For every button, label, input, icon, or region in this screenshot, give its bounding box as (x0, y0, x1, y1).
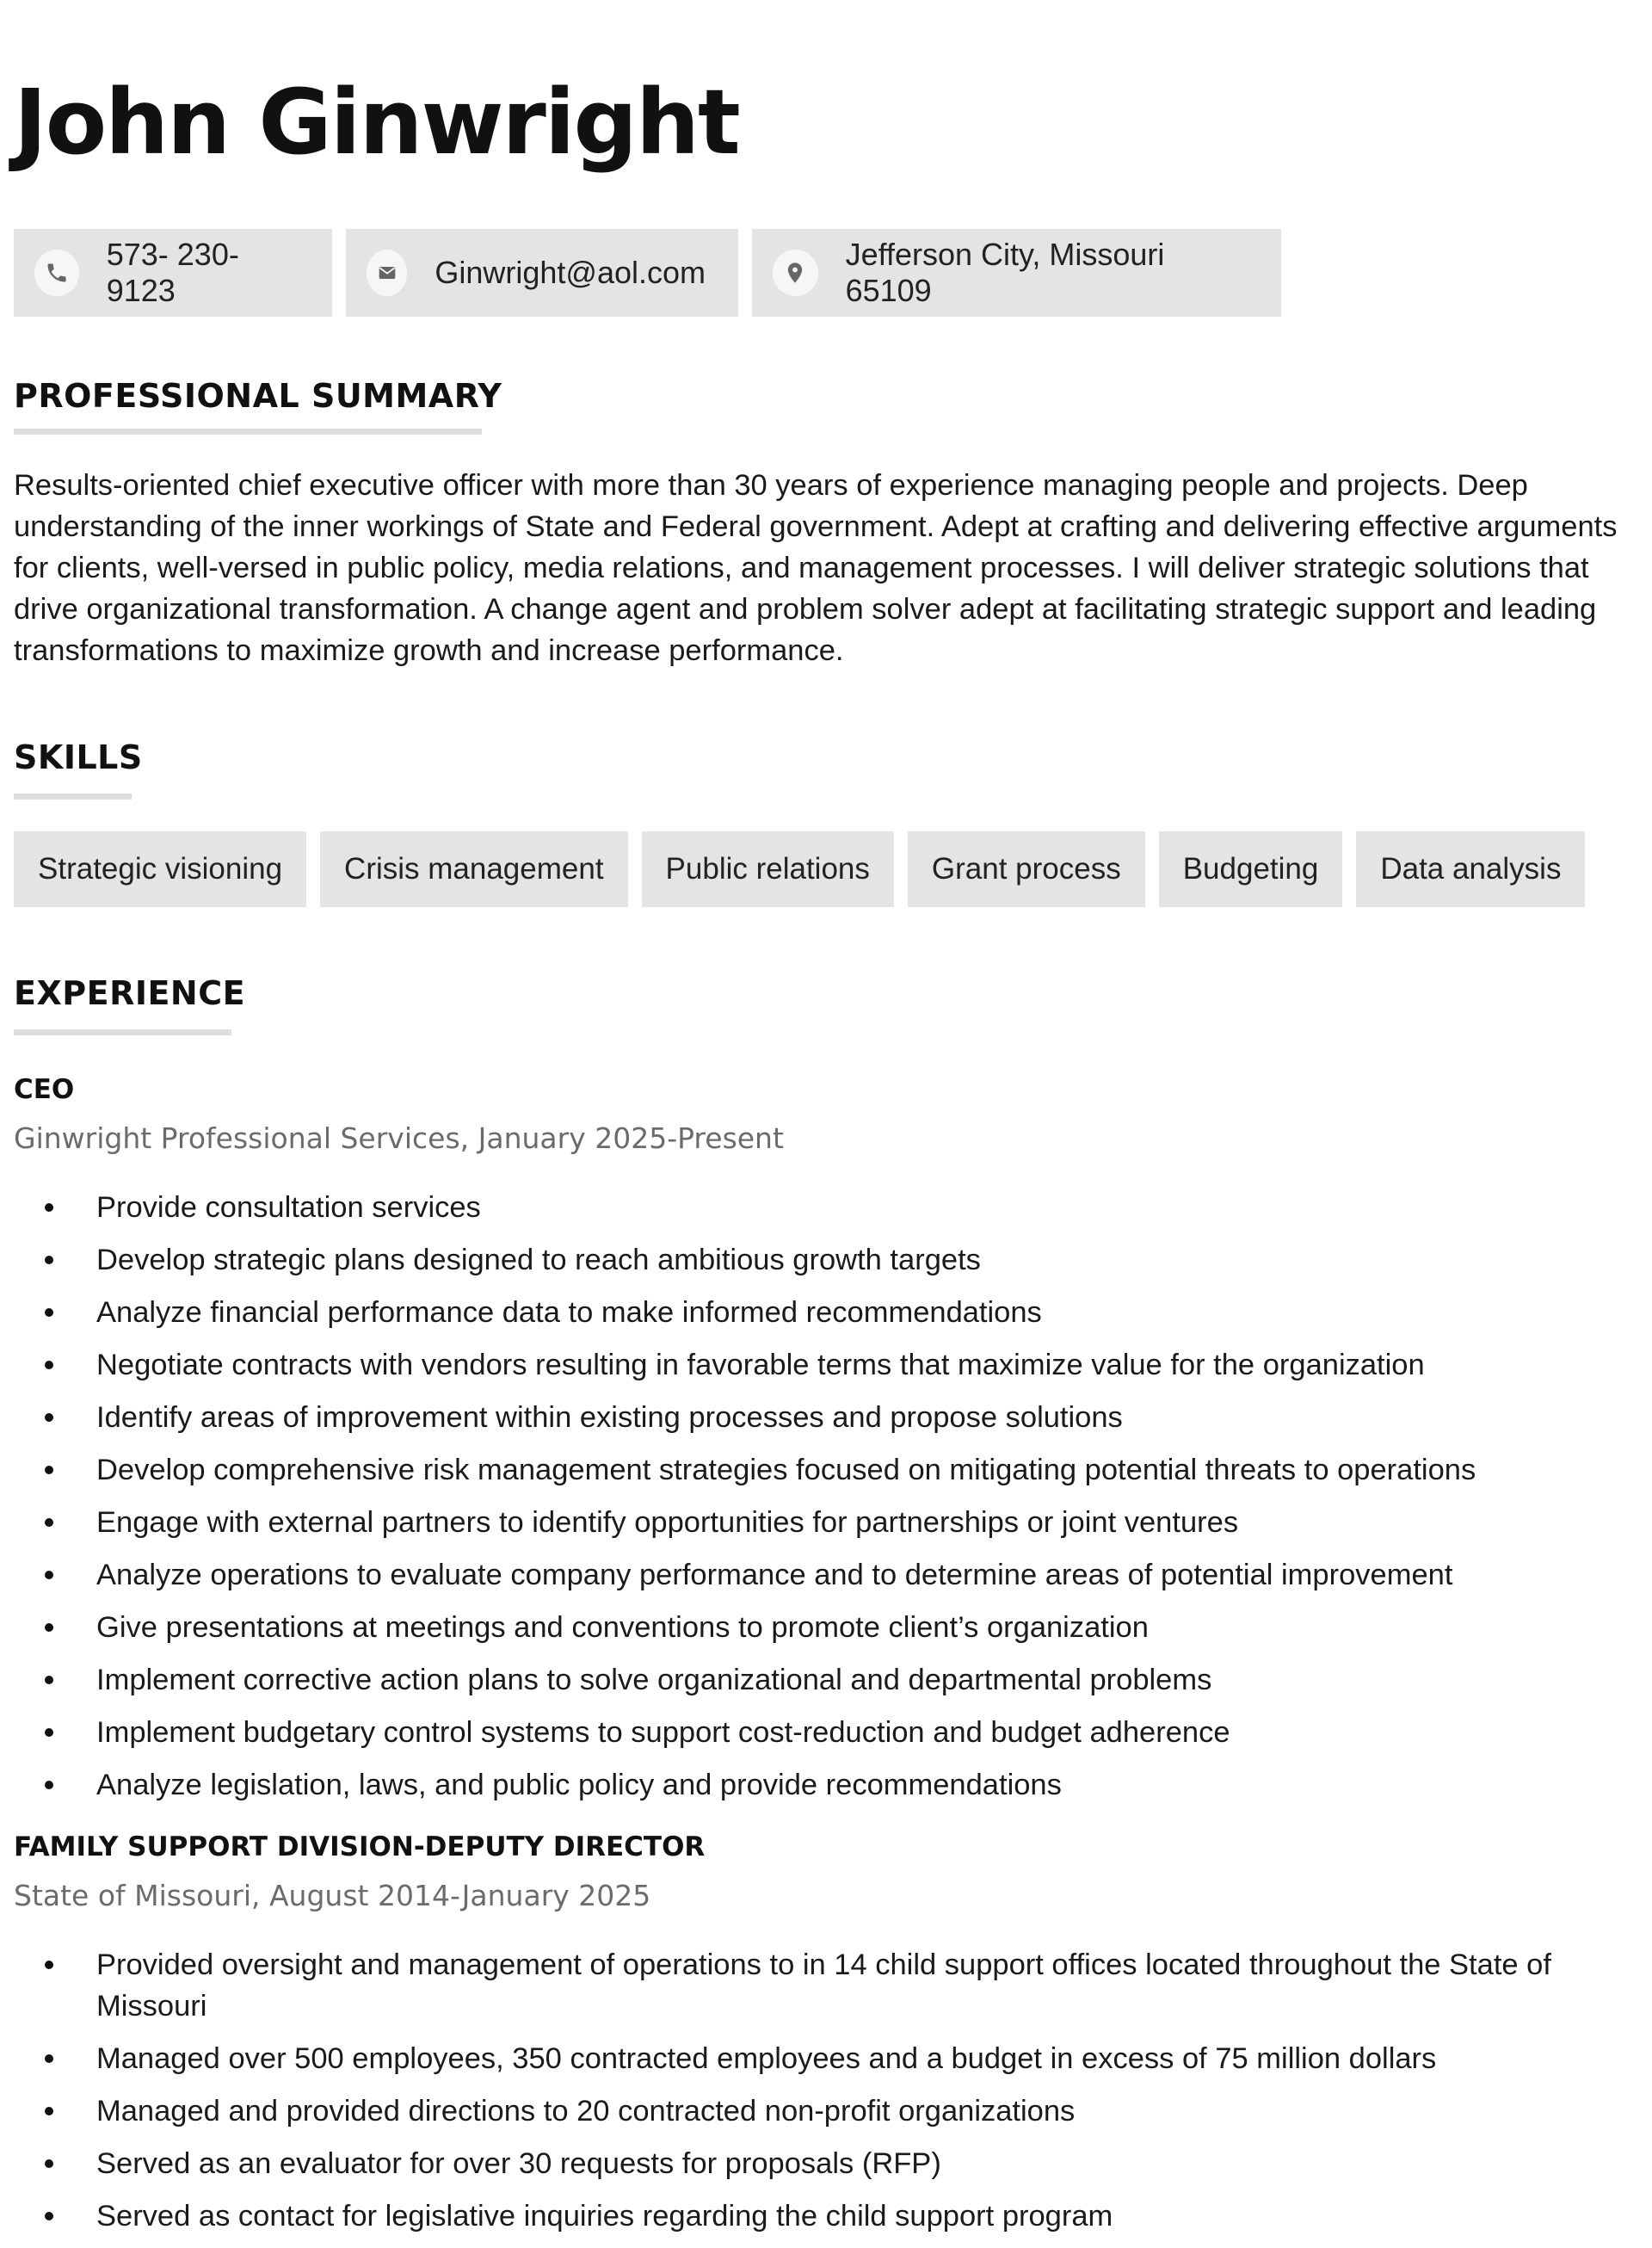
bullet-text: Give presentations at meetings and conventions to promote client’s organization (96, 1611, 1149, 1644)
contact-phone (14, 229, 332, 317)
skill-tag: Grant process (908, 831, 1145, 907)
bullet-text: Engage with external partners to identify opportunities for partnerships or joint ventures (96, 1506, 1239, 1539)
job-bullets (14, 1187, 1631, 1817)
experience-heading: EXPERIENCE (14, 974, 246, 1012)
summary-heading: PROFESSIONAL SUMMARY (14, 377, 502, 415)
bullet-dot (45, 1961, 53, 1969)
bullet-text: Served as an evaluator for over 30 requests for proposals (RFP) (96, 2147, 941, 2180)
skills-underline (14, 794, 132, 800)
list-item (14, 2196, 1631, 2237)
list-item (14, 1502, 1631, 1543)
experience-underline (14, 1029, 231, 1035)
bullet-text: Analyze financial performance data to make informed recommendations (96, 1296, 1042, 1329)
bullet-text: Negotiate contracts with vendors resulting in favorable terms that maximize value for the organization (96, 1349, 1425, 1381)
bullet-text: Implement corrective action plans to solve organizational and departmental problems (96, 1664, 1212, 1696)
bullet-dot (45, 1518, 53, 1527)
job-title: CEO (14, 1074, 75, 1105)
bullet-text: Develop comprehensive risk management strategies focused on mitigating potential threats to operations (96, 1454, 1476, 1486)
bullet-text: Implement budgetary control systems to support cost-reduction and budget adherence (96, 1716, 1230, 1749)
location: Jefferson City, Missouri 65109 (845, 237, 1165, 308)
bullet-text: Managed over 500 employees, 350 contracted employees and a budget in excess of 75 million dollars (96, 2042, 1437, 2075)
job-title: FAMILY SUPPORT DIVISION-DEPUTY DIRECTOR (14, 1831, 706, 1862)
contact-email (346, 229, 738, 317)
list-item (14, 1397, 1631, 1438)
bullet-dot (45, 1256, 53, 1264)
list-item (14, 2091, 1631, 2132)
bullet-text: Provide consultation services (96, 1191, 481, 1224)
list-item (14, 1659, 1631, 1701)
phone-number: 573- 230-9123 (106, 237, 239, 308)
bullet-dot (45, 2159, 53, 2168)
phone-icon (34, 250, 79, 296)
list-item (14, 2038, 1631, 2079)
email-address: Ginwright@aol.com (435, 255, 706, 290)
summary-text: Results-oriented chief executive officer with more than 30 years of experience managing people and projects. Deep understanding of the inner workings of State and Federal government. Adept at crafting and delivering effective arguments for clients, well-versed in public policy, media relations, and management processes. I will deliver strategic solutions that drive organizational transformation. A change agent and problem solver adept at facilitating strategic support and leading transformations to maximize growth and increase performance. (14, 469, 1618, 667)
bullet-dot (45, 1413, 53, 1422)
skills-heading: SKILLS (14, 738, 143, 776)
bullet-dot (45, 2212, 53, 2220)
list-item (14, 1239, 1631, 1281)
list-item (14, 1344, 1631, 1386)
list-item (14, 1764, 1631, 1806)
bullet-dot (45, 1361, 53, 1369)
summary-underline (14, 429, 482, 435)
bullet-dot (45, 1571, 53, 1579)
bullet-dot (45, 1728, 53, 1737)
bullet-dot (45, 1308, 53, 1317)
bullet-text: Managed and provided directions to 20 contracted non-profit organizations (96, 2095, 1076, 2128)
candidate-name: John Ginwright (14, 70, 739, 175)
list-item (14, 1944, 1631, 2027)
list-item (14, 1292, 1631, 1333)
bullet-text: Served as contact for legislative inquiries regarding the child support program (96, 2200, 1113, 2233)
bullet-text: Develop strategic plans designed to reach ambitious growth targets (96, 1244, 981, 1276)
job-bullets (14, 1944, 1631, 2248)
bullet-dot (45, 1781, 53, 1789)
list-item (14, 1449, 1631, 1491)
contact-location (752, 229, 1281, 317)
skill-tag: Public relations (642, 831, 894, 907)
bullet-text: Provided oversight and management of operations to in 14 child support offices located throughout the State of Missouri (96, 1948, 1551, 2023)
bullet-dot (45, 1623, 53, 1632)
mail-icon (367, 250, 407, 296)
bullet-dot (45, 1676, 53, 1684)
skill-tag: Data analysis (1356, 831, 1585, 907)
skill-tag: Budgeting (1159, 831, 1343, 907)
skill-tag: Crisis management (320, 831, 628, 907)
list-item (14, 1554, 1631, 1596)
bullet-dot (45, 2107, 53, 2115)
bullet-dot (45, 1466, 53, 1474)
bullet-dot (45, 1203, 53, 1212)
list-item (14, 1712, 1631, 1753)
job-company-dates: Ginwright Professional Services, January 2025-Present (14, 1121, 784, 1155)
location-pin-icon (773, 250, 818, 296)
skill-tag: Strategic visioning (14, 831, 306, 907)
bullet-text: Analyze operations to evaluate company performance and to determine areas of potential improvement (96, 1559, 1453, 1591)
job-company-dates: State of Missouri, August 2014-January 2025 (14, 1879, 651, 1912)
bullet-dot (45, 2054, 53, 2063)
contact-bar (14, 229, 1281, 317)
bullet-text: Identify areas of improvement within existing processes and propose solutions (96, 1401, 1123, 1434)
list-item (14, 2143, 1631, 2184)
bullet-text: Analyze legislation, laws, and public policy and provide recommendations (96, 1769, 1062, 1801)
list-item (14, 1607, 1631, 1648)
list-item (14, 1187, 1631, 1228)
skills-list (14, 831, 1585, 907)
